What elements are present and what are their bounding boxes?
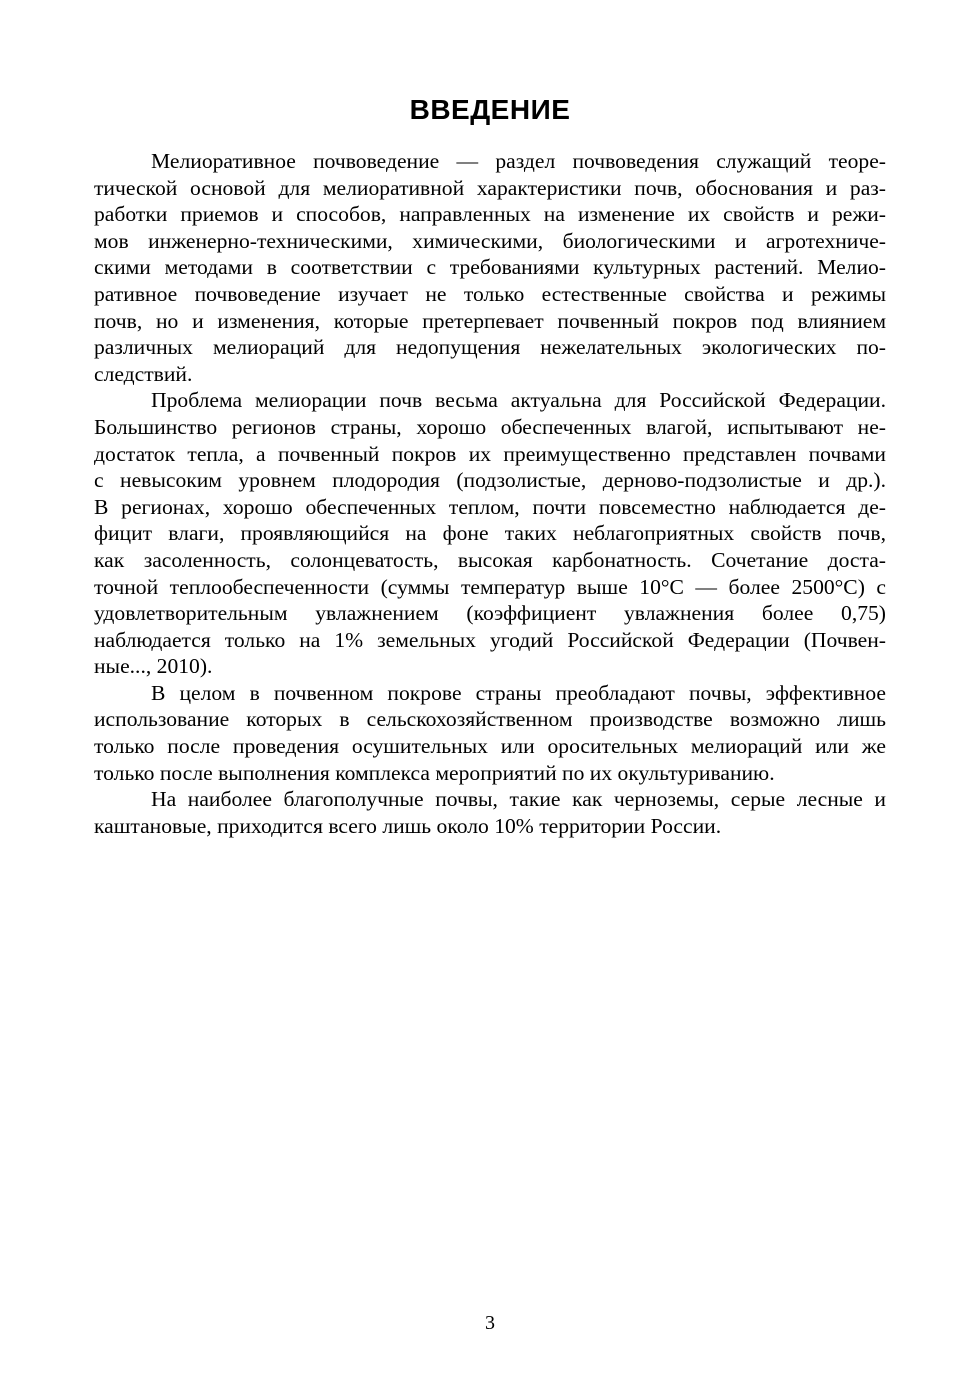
paragraph-2	[94, 387, 886, 680]
paragraph-line: с невысоким уровнем плодородия (подзолистые, дерново-подзолистые и др.).	[94, 468, 886, 493]
paragraph-line: мов инженерно-техническими, химическими, биологическими и агротехниче-	[94, 228, 886, 253]
paragraph-line: почв, но и изменения, которые претерпевает почвенный покров под влиянием	[94, 308, 886, 333]
paragraph-line: В регионах, хорошо обеспеченных теплом, почти повсеместно наблюдается де-	[94, 494, 886, 519]
paragraph-line: Большинство регионов страны, хорошо обеспеченных влагой, испытывают не-	[94, 414, 886, 439]
paragraph-line: каштановые, приходится всего лишь около 10% территории России.	[94, 813, 722, 838]
paragraph-line: тической основой для мелиоративной характеристики почв, обоснования и раз-	[94, 175, 886, 200]
paragraph-line: наблюдается только на 1% земельных угодий Российской Федерации (Почвен-	[94, 627, 886, 652]
paragraph-3	[94, 680, 886, 786]
paragraph-line: удовлетворительным увлажнением (коэффициент увлажнения более 0,75)	[94, 601, 886, 626]
page-number: 3	[485, 1312, 495, 1334]
page-title: ВВЕДЕНИЕ	[409, 94, 571, 125]
paragraph-line: скими методами в соответствии с требованиями культурных растений. Мелио-	[94, 255, 886, 280]
paragraph-line: Проблема мелиорации почв весьма актуальна для Российской Федерации.	[151, 388, 886, 413]
paragraph-line: только после выполнения комплекса мероприятий по их окультуриванию.	[94, 760, 775, 785]
paragraph-line: На наиболее благополучные почвы, такие как черноземы, серые лесные и	[151, 787, 886, 812]
paragraph-line: В целом в почвенном покрове страны преобладают почвы, эффективное	[151, 680, 886, 705]
paragraph-line: использование которых в сельскохозяйственном производстве возможно лишь	[94, 707, 886, 732]
paragraph-line: следствий.	[94, 361, 193, 386]
body-text	[94, 148, 886, 839]
paragraph-line: ративное почвоведение изучает не только естественные свойства и режимы	[94, 281, 886, 306]
paragraph-line: работки приемов и способов, направленных на изменение их свойств и режи-	[94, 202, 886, 227]
paragraph-4	[94, 786, 886, 839]
paragraph-line: ные..., 2010).	[94, 654, 213, 679]
paragraph-line: Мелиоративное почвоведение — раздел почвоведения служащий теоре-	[151, 149, 886, 173]
paragraph-line: фицит влаги, проявляющийся на фоне таких неблагоприятных свойств почв,	[94, 521, 886, 546]
paragraph-1	[94, 148, 886, 387]
paragraph-line: различных мелиораций для недопущения нежелательных экологических по-	[94, 335, 886, 360]
paragraph-line: точной теплообеспеченности (суммы температур выше 10°С — более 2500°С) с	[94, 574, 886, 599]
paragraph-line: достаток тепла, а почвенный покров их преимущественно представлен почвами	[94, 441, 886, 466]
paragraph-line: только после проведения осушительных или оросительных мелиораций или же	[94, 734, 886, 759]
paragraph-line: как засоленность, солонцеватость, высокая карбонатность. Сочетание доста-	[94, 547, 886, 572]
